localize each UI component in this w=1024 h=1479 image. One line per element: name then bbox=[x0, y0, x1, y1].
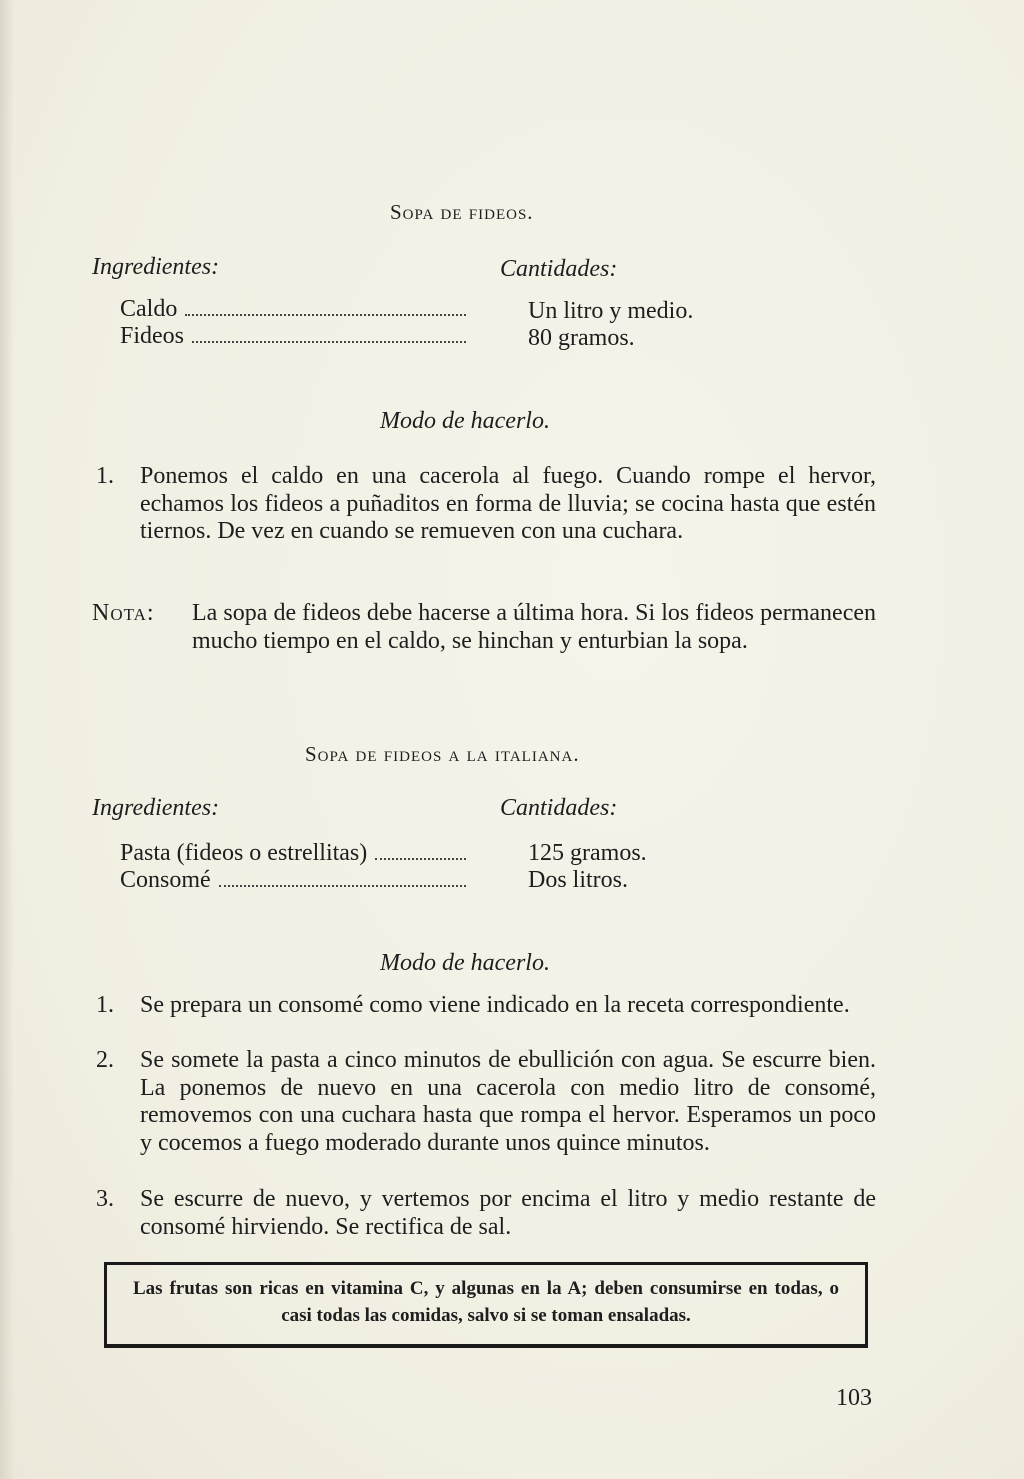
step-text: Ponemos el caldo en una cacerola al fuego. Cuando rompe el hervor, echamos los fideos a puñaditos en forma de lluvia; se cocina hasta que estén tiernos. De vez en cuando se remueven con una cuchara. bbox=[140, 463, 876, 544]
step-text: Se somete la pasta a cinco minutos de ebullición con agua. Se escurre bien. La ponemos de nuevo en una cacerola con medio litro de consomé, removemos con una cuchara hasta que rompa el hervor. Esperamos un poco y cocemos a fuego moderado durante unos quince minutos. bbox=[140, 1047, 876, 1156]
ingredient-quantity: 80 gramos. bbox=[528, 325, 635, 351]
note-text: La sopa de fideos debe hacerse a última hora. Si los fideos permanecen mucho tiempo en el caldo, se hinchan y enturbian la sopa. bbox=[192, 600, 876, 654]
ingredients-header: Ingredientes: bbox=[92, 795, 220, 821]
quantities-header: Cantidades: bbox=[500, 795, 618, 821]
method-header: Modo de hacerlo. bbox=[380, 408, 550, 434]
step-text: Se prepara un consomé como viene indicado en la receta correspondiente. bbox=[140, 992, 850, 1018]
recipe-title: Sopa de fideos a la italiana. bbox=[305, 742, 580, 766]
page-number: 103 bbox=[836, 1385, 872, 1411]
method-header: Modo de hacerlo. bbox=[380, 950, 550, 976]
recipe-title: Sopa de fideos. bbox=[390, 200, 534, 224]
step-number: 1. bbox=[96, 463, 114, 489]
method-step bbox=[96, 463, 876, 546]
binding-shadow bbox=[0, 0, 14, 1479]
quantities-header: Cantidades: bbox=[500, 256, 618, 282]
ingredient-quantity: Un litro y medio. bbox=[528, 298, 694, 324]
method-step bbox=[96, 1186, 876, 1241]
ingredient-row bbox=[120, 840, 470, 870]
dot-leader bbox=[185, 313, 466, 316]
note-label: Nota: bbox=[92, 600, 155, 626]
dot-leader bbox=[375, 857, 466, 860]
ingredient-quantity: Dos litros. bbox=[528, 867, 629, 893]
tip-text: Las frutas son ricas en vitamina C, y algunas en la A; deben consumirse en todas, o casi todas las comidas, salvo si se toman ensaladas. bbox=[133, 1278, 839, 1326]
method-step bbox=[96, 1047, 876, 1157]
dot-leader bbox=[219, 884, 466, 887]
ingredient-name: Caldo bbox=[120, 296, 178, 322]
step-number: 2. bbox=[96, 1047, 114, 1073]
ingredient-row bbox=[120, 867, 470, 897]
tip-box bbox=[104, 1262, 868, 1348]
ingredient-row bbox=[120, 296, 470, 326]
ingredient-name: Pasta (fideos o estrellitas) bbox=[120, 840, 368, 866]
ingredient-row bbox=[120, 323, 470, 353]
step-number: 1. bbox=[96, 992, 114, 1018]
ingredient-quantity: 125 gramos. bbox=[528, 840, 647, 866]
step-number: 3. bbox=[96, 1186, 114, 1212]
ingredient-name: Fideos bbox=[120, 323, 185, 349]
ingredients-header: Ingredientes: bbox=[92, 254, 220, 280]
dot-leader bbox=[192, 340, 466, 343]
note bbox=[92, 600, 876, 655]
ingredient-name: Consomé bbox=[120, 867, 211, 893]
step-text: Se escurre de nuevo, y vertemos por encima el litro y medio restante de consomé hirviendo. Se rectifica de sal. bbox=[140, 1186, 876, 1240]
method-step bbox=[96, 992, 876, 1020]
